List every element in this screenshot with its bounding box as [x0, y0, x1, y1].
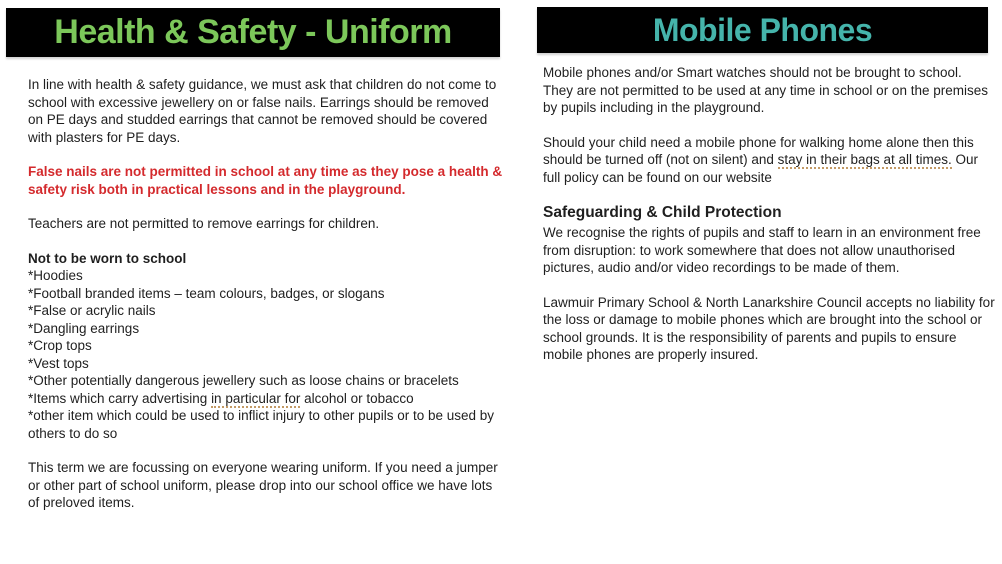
- list-item-hoodies: *Hoodies: [28, 268, 83, 283]
- mobile-policy-paragraph: [543, 134, 995, 187]
- list-item-false-nails: *False or acrylic nails: [28, 303, 156, 318]
- mobile-intro-paragraph: Mobile phones and/or Smart watches should not be brought to school. They are not permitted to be used at any time in school or on the premises by pupils including in the playground.: [543, 65, 988, 115]
- mobile-phones-banner: [537, 7, 988, 53]
- advertising-text-before: *Items which carry advertising: [28, 390, 212, 406]
- not-worn-heading: Not to be worn to school: [28, 250, 187, 266]
- teachers-paragraph: Teachers are not permitted to remove earrings for children.: [28, 216, 380, 231]
- health-safety-banner-title: Health & Safety - Uniform: [54, 13, 452, 51]
- not-worn-list: [28, 250, 504, 443]
- advertising-text-after: alcohol or tobacco: [300, 390, 414, 406]
- list-item-vest-tops: *Vest tops: [28, 355, 89, 371]
- policy-text-after: Our full policy can be found on our website: [543, 152, 979, 185]
- liability-paragraph: Lawmuir Primary School & North Lanarkshire Council accepts no liability for the loss or damage to mobile phones which are brought into the school or school grounds. It is the responsibility of parents and pupils to ensure mobile phones are properly insured.: [543, 294, 995, 362]
- uniform-intro-paragraph: In line with health & safety guidance, we must ask that children do not come to school with excessive jewellery on or false nails. Earrings should be removed on PE days and studded earrings that cannot be removed should be covered with plasters for PE days.: [28, 77, 497, 145]
- mobile-phones-section: [543, 64, 995, 381]
- uniform-section: [28, 76, 504, 529]
- list-item-inflict-injury: *other item which could be used to inflict injury to other pupils or to be used by others to do so: [28, 408, 495, 441]
- safeguarding-paragraph: We recognise the rights of pupils and staff to learn in an environment free from disruption: to work somewhere that does not allow unauthorised pictures, audio and/or video recordings to be made of them.: [543, 225, 981, 275]
- grammar-underlined-phrase: stay in their bags at all times.: [777, 152, 952, 167]
- uniform-closing-paragraph: This term we are focussing on everyone wearing uniform. If you need a jumper or other part of school uniform, please drop into our school office we have lots of preloved items.: [28, 460, 498, 510]
- safeguarding-heading: Safeguarding & Child Protection: [543, 204, 782, 221]
- list-item-advertising: [28, 390, 504, 408]
- policy-text-before: Should your child need a mobile phone for walking home alone then this should be turned off (not on silent) and: [543, 134, 974, 167]
- list-item-dangling-earrings: *Dangling earrings: [28, 320, 140, 336]
- mobile-phones-banner-title: Mobile Phones: [652, 11, 873, 48]
- false-nails-warning: False nails are not permitted in school at any time as they pose a health & safety risk both in practical lessons and in the playground.: [28, 164, 503, 197]
- list-item-crop-tops: *Crop tops: [28, 338, 92, 353]
- list-item-jewellery: *Other potentially dangerous jewellery such as loose chains or bracelets: [28, 373, 459, 388]
- health-safety-banner: [6, 8, 500, 57]
- grammar-underlined-phrase: in particular for: [211, 390, 301, 406]
- list-item-football: *Football branded items – team colours, badges, or slogans: [28, 285, 385, 301]
